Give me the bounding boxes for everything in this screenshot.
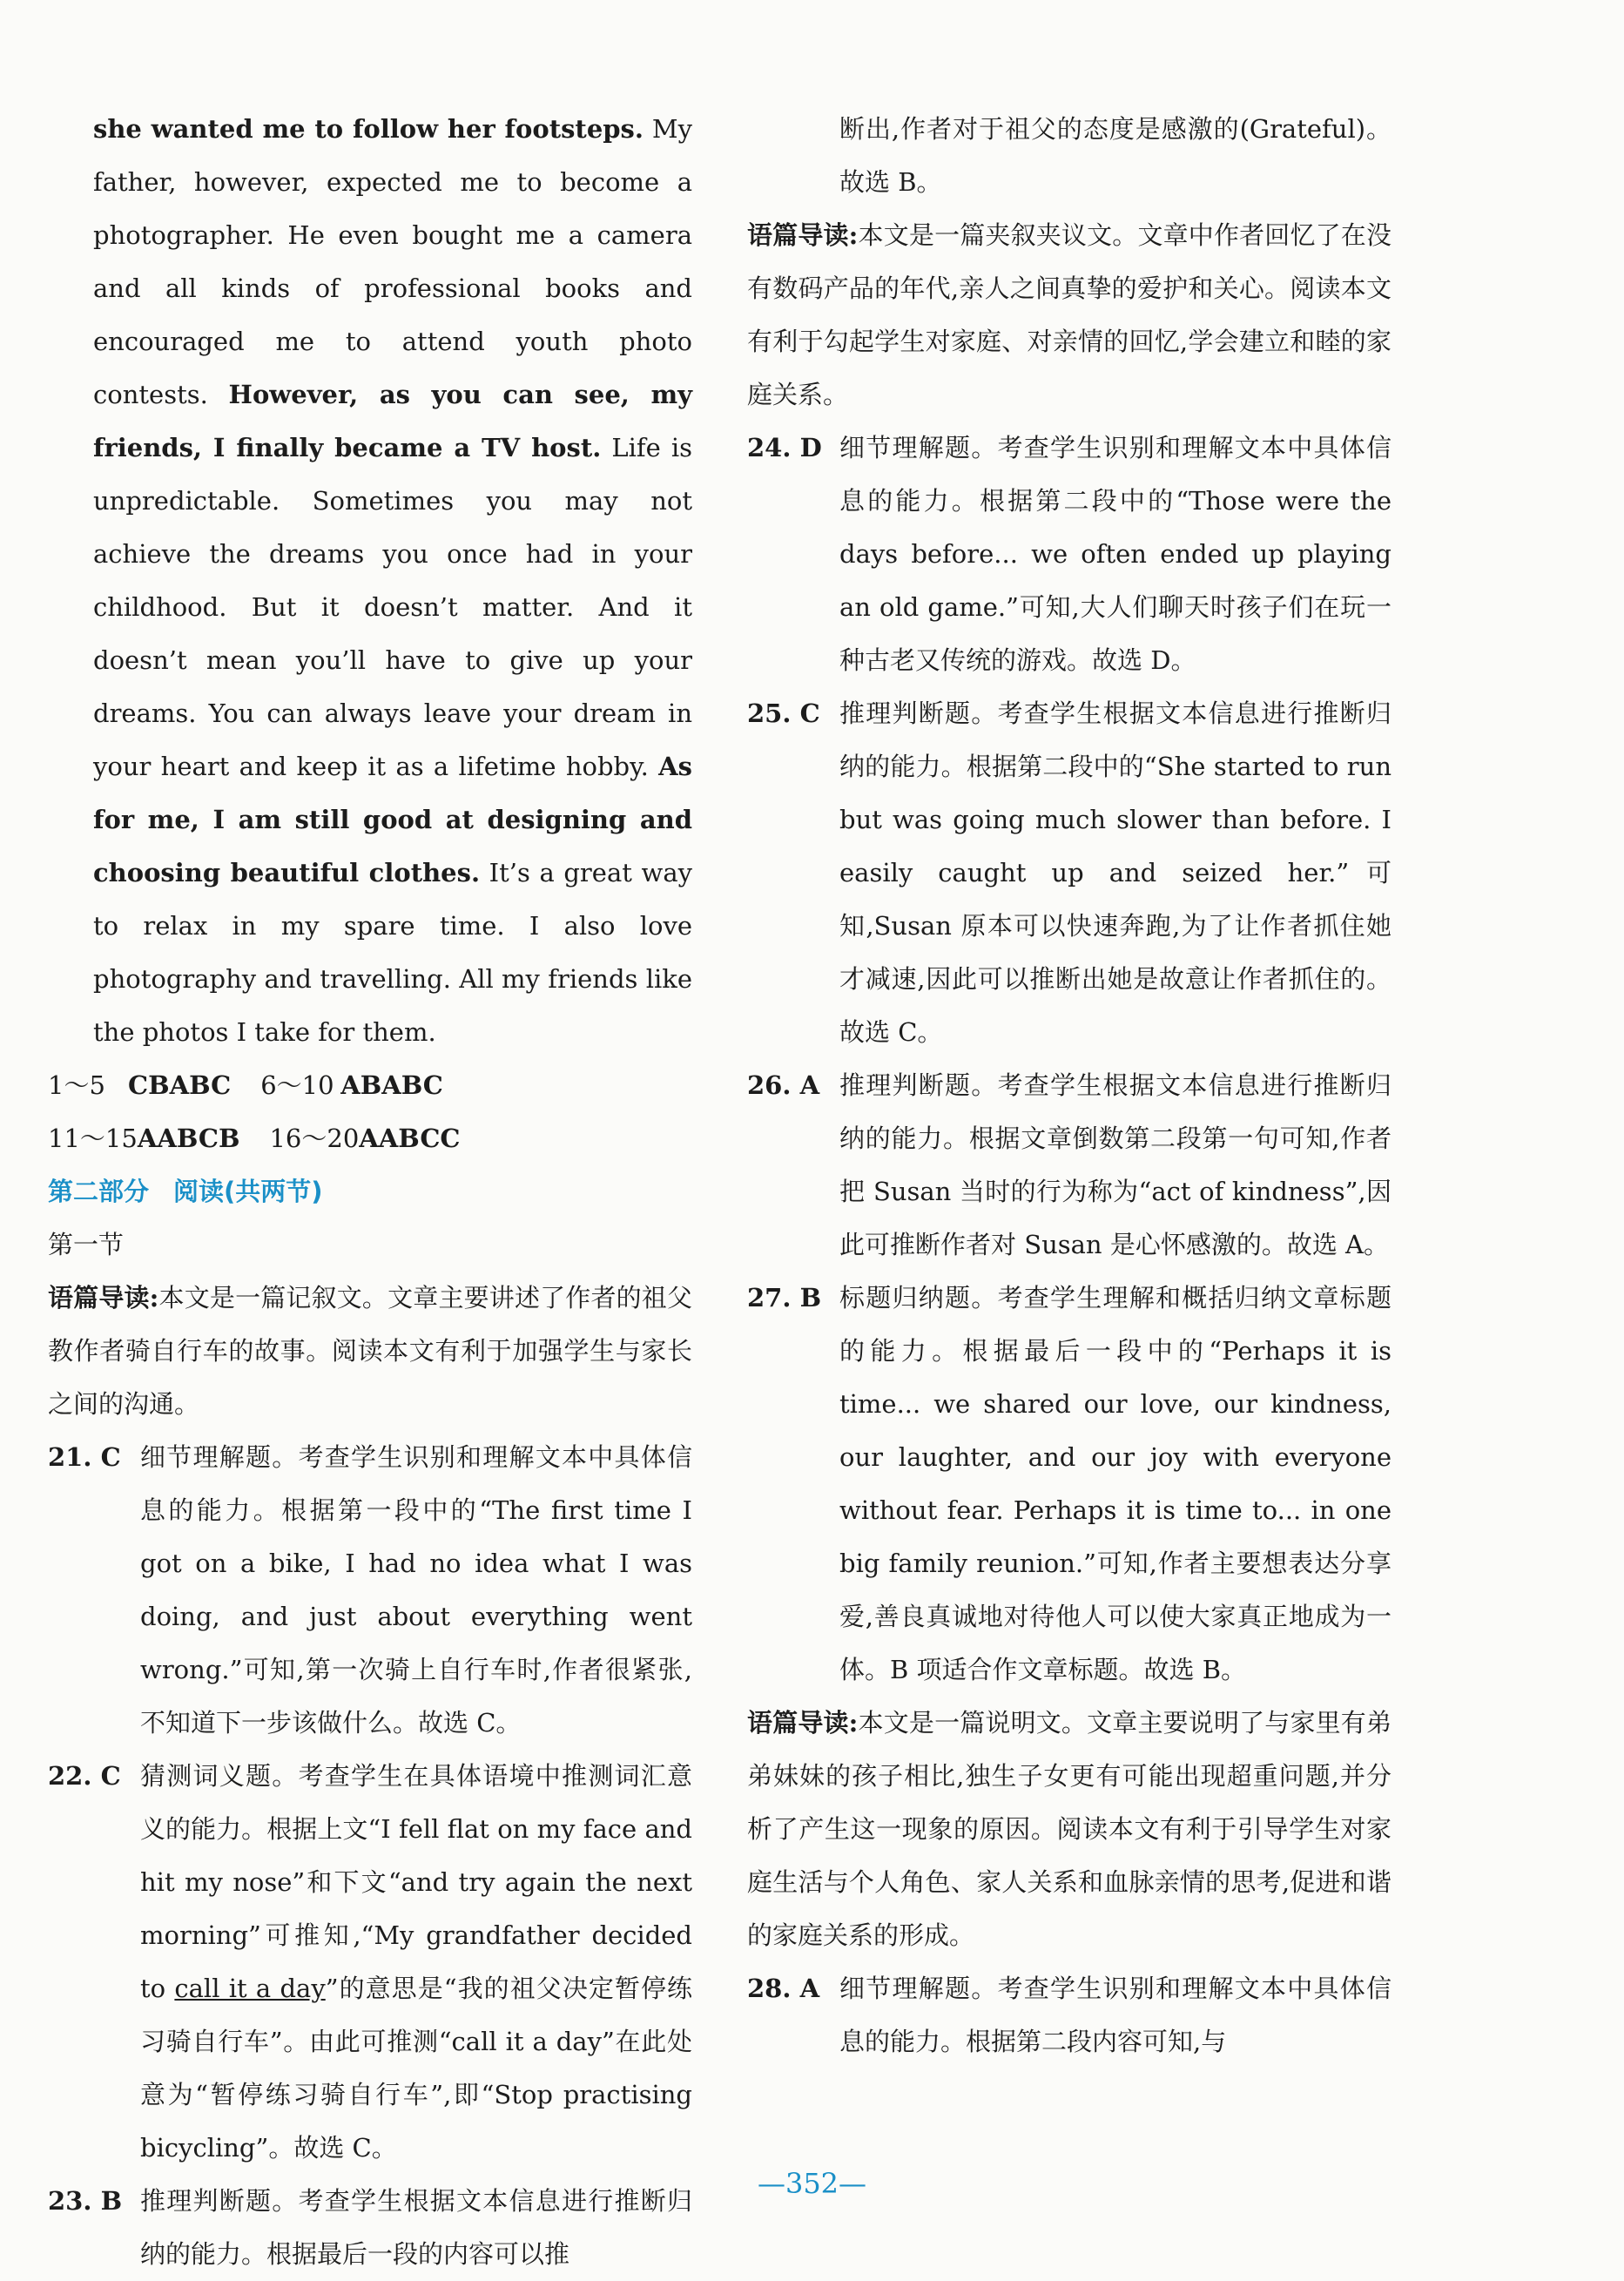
answer-range: 1～5 bbox=[48, 1070, 105, 1100]
question-27 bbox=[747, 1272, 1392, 1697]
answer-key: AABCB bbox=[137, 1124, 240, 1153]
question-number: 28. A bbox=[747, 1974, 820, 2003]
guide-paragraph bbox=[747, 1697, 1392, 1962]
guide-paragraph bbox=[747, 209, 1392, 422]
question-21 bbox=[48, 1431, 692, 1750]
answer-key: AABCC bbox=[359, 1124, 461, 1153]
essay-bold-3: As for me, I am still good at designing and choosing beautiful clothes. bbox=[93, 752, 692, 887]
guide-paragraph bbox=[48, 1272, 692, 1431]
question-explanation: 推理判断题。考查学生根据文本信息进行推断归纳的能力。根据文章倒数第二段第一句可知,作者把 Susan 当时的行为称为“act of kindness”,因此可推断作者对 Susan 是心怀感激的。故选 A。 bbox=[839, 1070, 1392, 1259]
question-explanation: 标题归纳题。考查学生理解和概括归纳文章标题的能力。根据最后一段中的“Perhaps it is time... we shared our love, our kindness, our laughter, and our joy with everyone without fear. Perhaps it is time to... in one big family reunion.”可知,作者主要想表达分享爱,善良真诚地对待他人可以使大家真正地成为一体。B 项适合作文章标题。故选 B。 bbox=[839, 1283, 1392, 1684]
essay-bold-1: she wanted me to follow her footsteps. bbox=[93, 114, 644, 144]
question-26 bbox=[747, 1059, 1392, 1272]
question-24 bbox=[747, 422, 1392, 687]
answer-range: 16～20 bbox=[269, 1124, 360, 1153]
question-28 bbox=[747, 1962, 1392, 2068]
question-explanation: 断出,作者对于祖父的态度是感激的(Grateful)。故选 B。 bbox=[839, 114, 1392, 197]
question-number: 25. C bbox=[747, 698, 820, 728]
question-number: 22. C bbox=[48, 1761, 121, 1791]
part-title-sub: 阅读(共两节) bbox=[173, 1177, 323, 1206]
essay-text-1: My father, however, expected me to become a photographer. He even bought me a camera and all kinds of professional books and encouraged me to attend youth photo contests. bbox=[93, 114, 692, 409]
answer-range: 11～15 bbox=[48, 1124, 138, 1153]
part-title bbox=[48, 1165, 692, 1218]
answer-row-1 bbox=[48, 1059, 692, 1112]
right-column bbox=[747, 103, 1392, 2068]
question-explanation: 猜测词义题。考查学生在具体语境中推测词汇意义的能力。根据上文“I fell flat on my face and hit my nose”和下文“and try again the next morning”可推知,“My grandfather decided to call it a day”的意思是“我的祖父决定暂停练习骑自行车”。由此可推测“call it a day”在此处意为“暂停练习骑自行车”,即“Stop practising bicycling”。故选 C。 bbox=[140, 1761, 692, 2163]
left-column bbox=[48, 103, 692, 2281]
essay-text-3: It’s a great way to relax in my spare time. I also love photography and travelling. All my friends like the photos I take for them. bbox=[93, 858, 692, 1047]
guide-label: 语篇导读: bbox=[48, 1283, 159, 1313]
question-number: 21. C bbox=[48, 1442, 121, 1472]
underlined-phrase: call it a day bbox=[174, 1974, 326, 2003]
question-number: 26. A bbox=[747, 1070, 820, 1100]
guide-label: 语篇导读: bbox=[747, 220, 859, 250]
answer-key: CBABC bbox=[128, 1070, 232, 1100]
question-explanation: 细节理解题。考查学生识别和理解文本中具体信息的能力。根据第二段内容可知,与 bbox=[839, 1974, 1392, 2056]
question-number: 27. B bbox=[747, 1283, 822, 1313]
question-explanation: 细节理解题。考查学生识别和理解文本中具体信息的能力。根据第一段中的“The first time I got on a bike, I had no idea what I was doing, and just about everything went wrong.”可知,第一次骑上自行车时,作者很紧张,不知道下一步该做什么。故选 C。 bbox=[140, 1442, 692, 1738]
essay-bold-2: However, as you can see, my friends, I finally became a TV host. bbox=[93, 380, 692, 462]
essay-text-2: Life is unpredictable. Sometimes you may not achieve the dreams you once had in your childhood. But it doesn’t matter. And it doesn’t mean you’ll have to give up your dreams. You can always leave your dream in your heart and keep it as a lifetime hobby. bbox=[93, 433, 693, 781]
question-number: 23. B bbox=[48, 2186, 123, 2216]
question-25 bbox=[747, 687, 1392, 1059]
answer-key: ABABC bbox=[340, 1070, 443, 1100]
question-explanation: 推理判断题。考查学生根据文本信息进行推断归纳的能力。根据第二段中的“She started to run but was going much slower than before. I easily caught up and seized her.”可知,Susan 原本可以快速奔跑,为了让作者抓住她才减速,因此可以推断出她是故意让作者抓住的。故选 C。 bbox=[839, 698, 1392, 1047]
question-22 bbox=[48, 1750, 692, 2175]
guide-label: 语篇导读: bbox=[747, 1708, 859, 1738]
answer-range: 6～10 bbox=[260, 1070, 334, 1100]
question-number: 24. D bbox=[747, 433, 822, 462]
answer-row-2 bbox=[48, 1112, 692, 1165]
question-explanation: 细节理解题。考查学生识别和理解文本中具体信息的能力。根据第二段中的“Those were the days before... we often ended up playing an old game.”可知,大人们聊天时孩子们在玩一种古老又传统的游戏。故选 D。 bbox=[839, 433, 1392, 675]
question-explanation: 推理判断题。考查学生根据文本信息进行推断归纳的能力。根据最后一段的内容可以推 bbox=[140, 2186, 692, 2269]
essay-paragraph bbox=[48, 103, 692, 1059]
question-23-continued bbox=[747, 103, 1392, 209]
guide-text: 本文是一篇夹叙夹议文。文章中作者回忆了在没有数码产品的年代,亲人之间真挚的爱护和关心。阅读本文有利于勾起学生对家庭、对亲情的回忆,学会建立和睦的家庭关系。 bbox=[747, 220, 1392, 409]
section-label: 第一节 bbox=[48, 1230, 125, 1259]
page-number: —352— bbox=[757, 2167, 867, 2200]
guide-text: 本文是一篇记叙文。文章主要讲述了作者的祖父教作者骑自行车的故事。阅读本文有利于加强学生与家长之间的沟通。 bbox=[48, 1283, 692, 1419]
guide-text: 本文是一篇说明文。文章主要说明了与家里有弟弟妹妹的孩子相比,独生子女更有可能出现超重问题,并分析了产生这一现象的原因。阅读本文有利于引导学生对家庭生活与个人角色、家人关系和血脉亲情的思考,促进和谐的家庭关系的形成。 bbox=[747, 1708, 1392, 1950]
part-title-main: 第二部分 bbox=[48, 1177, 150, 1206]
